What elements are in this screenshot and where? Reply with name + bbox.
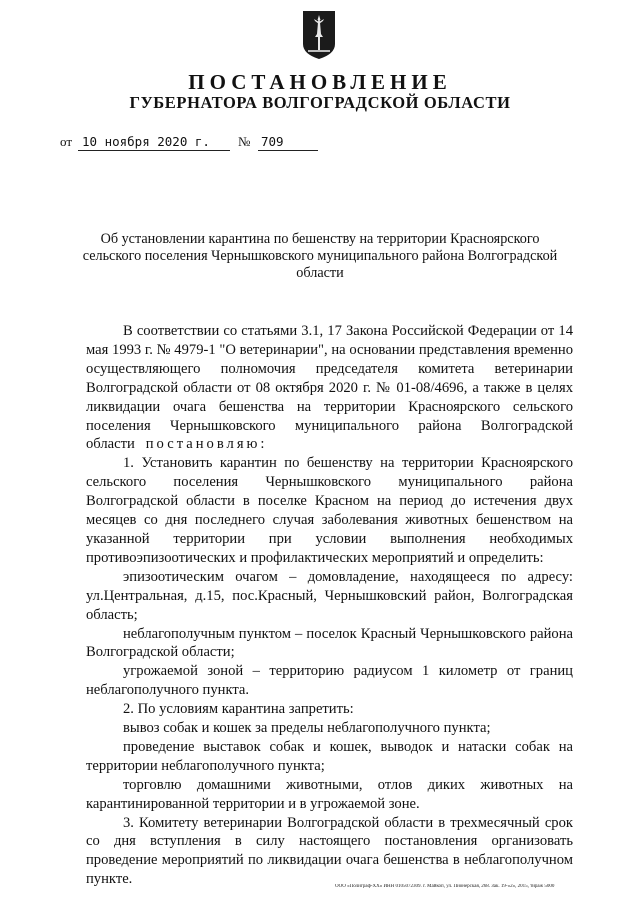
- date-field: [78, 134, 230, 151]
- document-subject: Об установлении карантина по бешенству на территории Красноярского сельского поселения Чернышковского муниципального района Волгоградской области: [82, 231, 558, 281]
- date-label: от: [60, 134, 73, 149]
- number-value: 709: [261, 134, 284, 149]
- paragraph-3: 3. Комитету ветеринарии Волгоградской области в трехмесячный срок со дня вступления в силу настоящего постановления организовать проведение мероприятий по ликвидации очага бешенства в неблагополучном пункте.: [86, 814, 573, 888]
- number-field: [258, 134, 318, 151]
- printer-imprint: ООО «Полиграф-ХХ» ИНН 0105072309. г. Майкоп, ул. Пионерская, 268. Зак. 19-«2», 2015, тираж 5000: [335, 884, 555, 889]
- paragraph-2-item-b: проведение выставок собак и кошек, выводок и натаски собак на территории неблагополучного пункта;: [86, 738, 573, 774]
- document-title: ПОСТАНОВЛЕНИЕ: [188, 70, 452, 94]
- paragraph-intro: [86, 322, 573, 454]
- intro-text: В соответствии со статьями 3.1, 17 Закона Российской Федерации от 14 мая 1993 г. № 4979-1 "О ветеринарии", на основании представления временно осуществляющего полномочия председателя комитета ветеринарии Волгоградской области от 08 октября 2020 г. № 01-08/4696, а также в целях ликвидации очага бешенства на территории Красноярского сельского поселения Чернышковского муниципального района Волгоградской области: [86, 323, 573, 453]
- paragraph-2: 2. По условиям карантина запретить:: [123, 701, 354, 718]
- date-value: 10 ноября 2020 г.: [82, 134, 210, 149]
- paragraph-2-item-a: вывоз собак и кошек за пределы неблагополучного пункта;: [123, 720, 491, 737]
- paragraph-1-zone: угрожаемой зоной – территорию радиусом 1 километр от границ неблагополучного пункта.: [86, 663, 573, 699]
- document-subtitle: ГУБЕРНАТОРА ВОЛГОГРАДСКОЙ ОБЛАСТИ: [129, 93, 511, 112]
- document-body: [86, 322, 573, 889]
- paragraph-1-point: неблагополучным пунктом – поселок Красный Чернышковского района Волгоградской области;: [86, 625, 573, 661]
- paragraph-1-focus: эпизоотическим очагом – домовладение, находящееся по адресу: ул.Центральная, д.15, пос.Красный, Чернышковский район, Волгоградская область;: [86, 568, 573, 623]
- decree-word: постановляю:: [145, 436, 268, 453]
- number-label: №: [238, 134, 251, 149]
- paragraph-1: 1. Установить карантин по бешенству на территории Красноярского сельского поселения Чернышковского муниципального района Волгоградской области в поселке Красном на период до истечения двух месяцев со дня последнего случая заболевания животных бешенством на указанной территории при условии выполнения необходимых противоэпизоотических и профилактических мероприятий и определить:: [86, 455, 573, 566]
- paragraph-2-item-c: торговлю домашними животными, отлов диких животных на карантинированной территории и в угрожаемой зоне.: [86, 776, 573, 812]
- coat-of-arms-emblem: [302, 10, 336, 60]
